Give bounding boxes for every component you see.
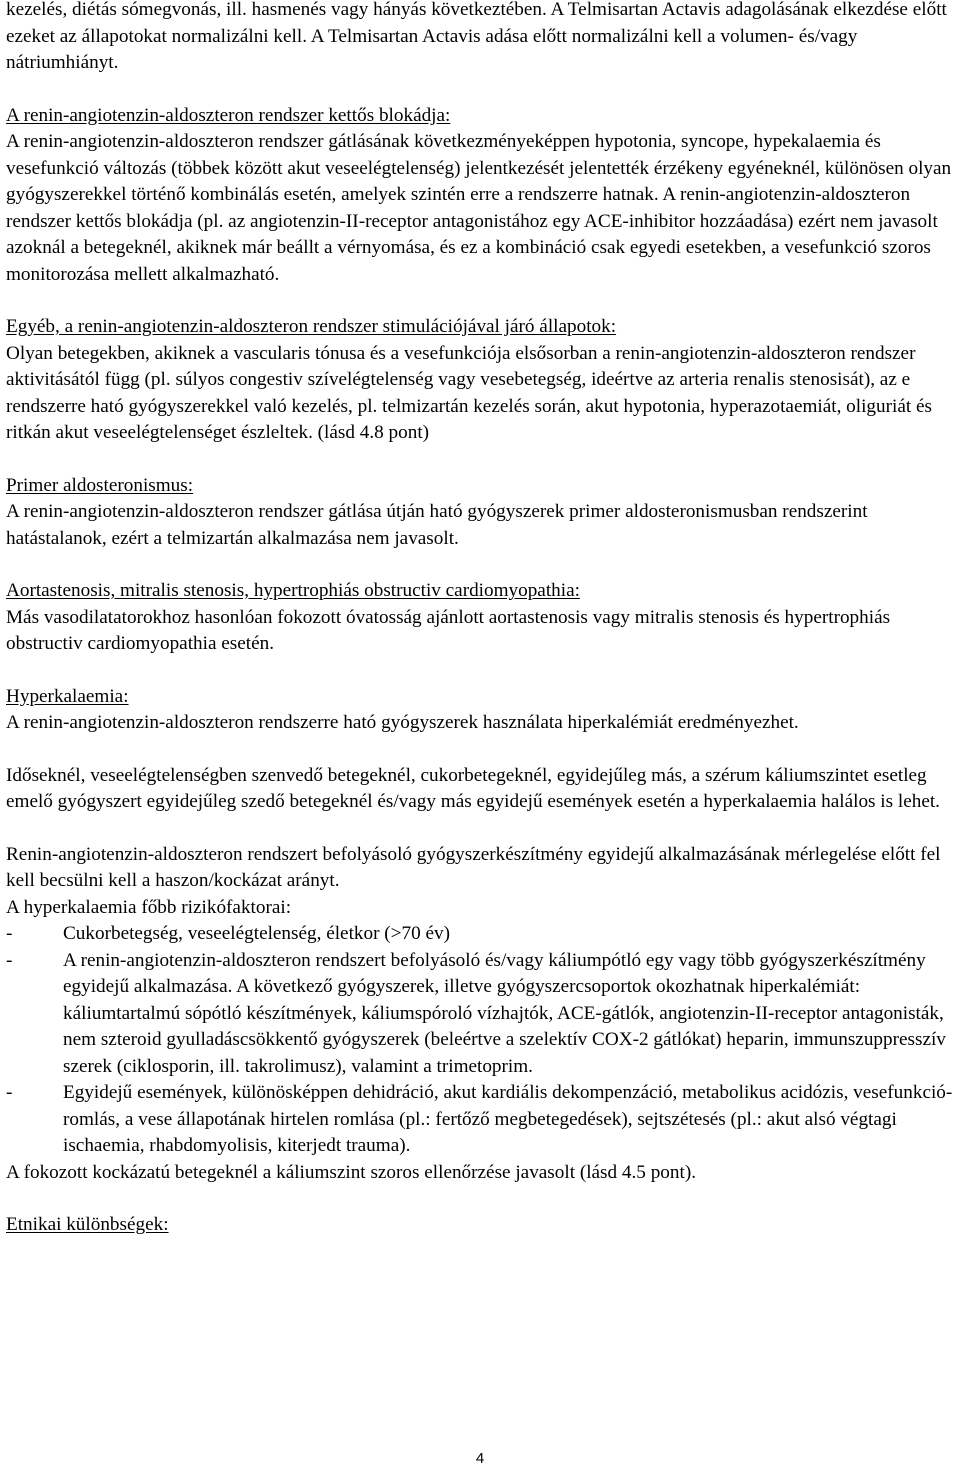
list-dash: -	[6, 949, 13, 971]
list-item-text: Cukorbetegség, veseelégtelenség, életkor (>70 év)	[63, 923, 450, 944]
list-dash: -	[6, 1082, 13, 1103]
page-number: 4	[475, 1450, 485, 1467]
hyperkalaemia-body: A renin-angiotenzin-aldoszteron rendszerre ható gyógyszerek használata hiperkalémiát eredményezhet.	[6, 712, 799, 733]
risk-factors-intro: A hyperkalaemia főbb rizikófaktorai:	[6, 896, 292, 918]
list-item-text: A renin-angiotenzin-aldoszteron rendszert befolyásoló és/vagy káliumpótló egy vagy több gyógyszerkészítmény egyidejű alkalmazása. A következő gyógyszerek, illetve gyógyszercsoportok okozhatnak hiperkalémiát: káliumtartalmú sópótló készítmények, káliumspóroló vízhajtók, ACE-gátlók, angiotenzin-II-receptor antagonisták, nem szteroid gyulladáscsökkentő gyógyszerek (beleértve a szelektív COX-2 gátlókat) heparin, immunszuppresszív szerek (ciklosporin, ill. takrolimusz), valamint a trimetoprim.	[63, 949, 946, 1077]
list-item	[6, 1080, 954, 1160]
hyperkalaemia-paragraph-2: Időseknél, veseelégtelenségben szenvedő betegeknél, cukorbetegeknél, egyidejűleg más, a szérum káliumszintet esetleg emelő gyógyszert egyidejűleg szedő betegeknél és/vagy más egyidejű események esetén a hyperkalaemia halálos is lehet.	[6, 764, 940, 812]
raas-blockade-heading: A renin-angiotenzin-aldoszteron rendszer kettős blokádja:	[6, 104, 451, 126]
aortastenosis-body: Más vasodilatatorokhoz hasonlóan fokozott óvatosság ajánlott aortastenosis vagy mitralis stenosis és hypertrophiás obstructiv cardiomyopathia esetén.	[6, 606, 891, 654]
hyperkalaemia-closing: A fokozott kockázatú betegeknél a káliumszint szoros ellenőrzése javasolt (lásd 4.5 pont).	[6, 1161, 696, 1183]
intro-paragraph: kezelés, diétás sómegvonás, ill. hasmenés vagy hányás következtében. A Telmisartan Actavis adagolásának elkezdése előtt ezeket az állapotokat normalizálni kell. A Telmisartan Actavis adása előtt normalizálni kell a volumen- és/vagy nátriumhiányt.	[6, 0, 947, 73]
document-page	[6, 0, 954, 1239]
aldosteronism-heading: Primer aldosteronismus:	[6, 474, 194, 496]
raas-blockade-body: A renin-angiotenzin-aldoszteron rendszer gátlásának következményeképpen hypotonia, syncope, hypekalaemia és vesefunkció változás (többek között akut veseelégtelenség) jelentkezését jelentették érzékeny egyéneknél, különösen olyan gyógyszerekkel történő kombinálás esetén, amelyek szintén erre a rendszerre hatnak. A renin-angiotenzin-aldoszteron rendszer kettős blokádja (pl. az angiotenzin-II-receptor antagonistához egy ACE-inhibitor hozzáadása) ezért nem javasolt azoknál a betegeknél, akiknek már beállt a vérnyomása, és ez a kombináció csak egyedi esetekben, a vesefunkció szoros monitorozása mellett alkalmazható.	[6, 131, 952, 285]
other-states-body: Olyan betegekben, akiknek a vascularis tónusa és a vesefunkciója elsősorban a renin-angiotenzin-aldoszteron rendszer aktivitásától függ (pl. súlyos congestiv szívelégtelenség vagy vesebetegség, ideértve az arteria renalis stenosisát), az e rendszerre ható gyógyszerekkel való kezelés, pl. telmizartán kezelés során, akut hypotonia, hyperazotaemiát, oliguriát és ritkán akut veseelégtelenséget észleltek. (lásd 4.8 pont)	[6, 342, 932, 443]
list-dash: -	[6, 923, 13, 944]
hyperkalaemia-paragraph-3: Renin-angiotenzin-aldoszteron rendszert befolyásoló gyógyszerkészítmény egyidejű alkalmazásának mérlegelése előtt fel kell becsülni kell a haszon/kockázat arányt.	[6, 843, 941, 891]
list-item	[6, 948, 954, 1081]
list-item-text: Egyidejű események, különösképpen dehidráció, akut kardiális dekompenzáció, metabolikus acidózis, vesefunkció-romlás, a vese állapotának hirtelen romlása (pl.: fertőző megbetegedések), sejtszétesés (pl.: akut alsó végtagi ischaemia, rhabdomyolisis, kiterjedt trauma).	[63, 1082, 953, 1156]
ethnic-differences-heading: Etnikai különbségek:	[6, 1214, 169, 1235]
aldosteronism-body: A renin-angiotenzin-aldoszteron rendszer gátlása útján ható gyógyszerek primer aldosteronismusban rendszerint hatástalanok, ezért a telmizartán alkalmazása nem javasolt.	[6, 501, 868, 549]
hyperkalaemia-heading: Hyperkalaemia:	[6, 685, 129, 707]
aortastenosis-heading: Aortastenosis, mitralis stenosis, hypertrophiás obstructiv cardiomyopathia:	[6, 580, 580, 601]
list-item	[6, 921, 954, 948]
other-states-heading: Egyéb, a renin-angiotenzin-aldoszteron rendszer stimulációjával járó állapotok:	[6, 316, 617, 337]
risk-factors-list	[6, 921, 954, 1160]
